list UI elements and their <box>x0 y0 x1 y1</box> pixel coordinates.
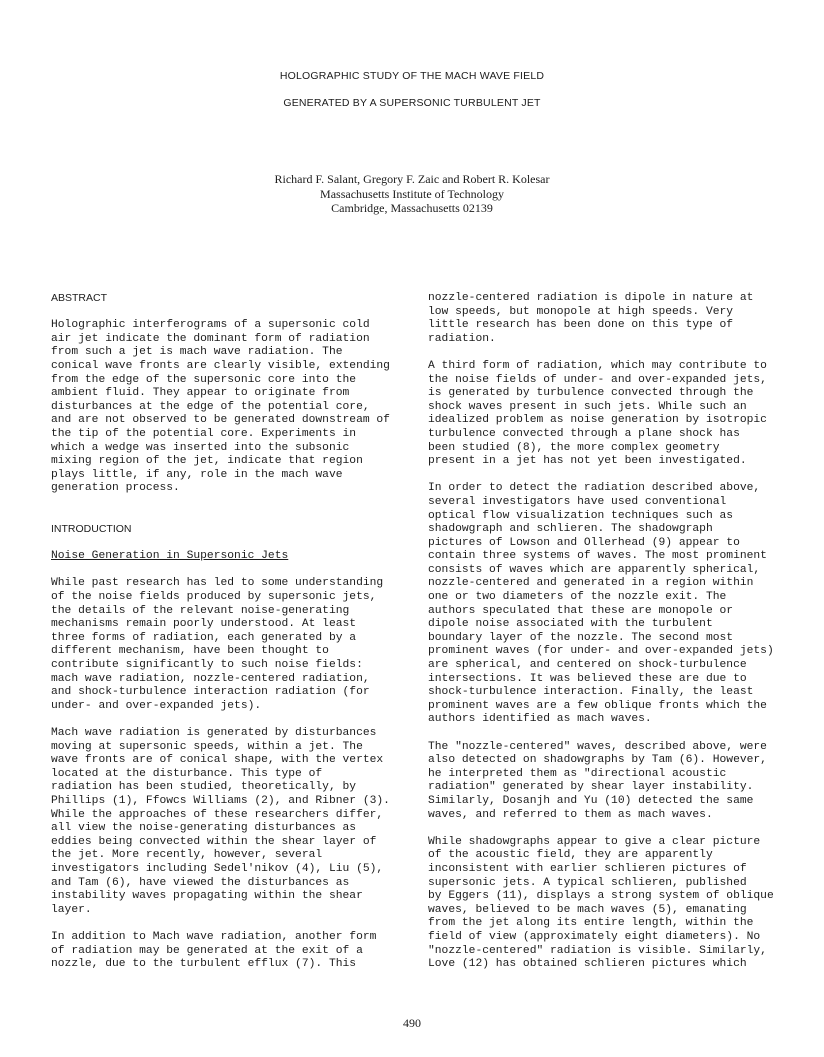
right-column <box>428 292 776 972</box>
abstract-text: Holographic interferograms of a supersonic cold air jet indicate the dominant form of radiation from such a jet is mach wave radiation. The conical wave fronts are clearly visible, extending from the edge of the supersonic core into the ambient fluid. They appear to originate from disturbances at the edge of the potential core, and are not observed to be generated downstream of the tip of the potential core. Experiments in which a wedge was inserted into the subsonic mixing region of the jet, indicate that region plays little, if any, role in the mach wave generation process. <box>51 319 390 495</box>
left-column <box>51 292 399 972</box>
page-number: 490 <box>403 1016 421 1030</box>
section-subheading <box>51 550 399 564</box>
intro-paragraph-1: While past research has led to some understanding of the noise fields produced by supersonic jets, the details of the relevant noise-generating mechanisms remain poorly understood. At least three forms of radiation, each generated by a different mechanism, have been thought to contribute significantly to such noise fields: mach wave radiation, nozzle-centered radiation, and shock-turbulence interaction radiation (for under- and over-expanded jets). <box>51 577 384 712</box>
author-block <box>0 172 824 216</box>
intro-paragraph-8: While shadowgraphs appear to give a clear picture of the acoustic field, they are apparently inconsistent with earlier schlieren pictures of supersonic jets. A typical schlieren, published by Eggers (11), displays a strong system of oblique waves, believed to be mach waves (5), emanating from the jet along its entire length, within the field of view (approximately eight diameters). No "nozzle-centered" radiation is visible. Similarly, Love (12) has obtained schlieren pictures which <box>428 835 774 971</box>
abstract-heading: ABSTRACT <box>51 292 108 304</box>
intro-paragraph-5: A third form of radiation, which may contribute to the noise fields of under- and over-expanded jets, is generated by turbulence convected through the shock waves present in such jets. While such an idealized problem as noise generation by isotropic turbulence convected through a plane shock has been studied (8), the more complex geometry present in a jet has not yet been investigated. <box>428 359 767 468</box>
intro-paragraph-7: The "nozzle-centered" waves, described above, were also detected on shadowgraphs by Tam (6). However, he interpreted them as "directional acoustic radiation" generated by shear layer instability. Similarly, Dosanjh and Yu (10) detected the same waves, and referred to them as mach waves. <box>428 740 767 821</box>
author-location: Cambridge, Massachusetts 02139 <box>331 201 493 215</box>
subheading-text: Noise Generation in Supersonic Jets <box>51 550 289 563</box>
paper-title-line-1: HOLOGRAPHIC STUDY OF THE MACH WAVE FIELD <box>279 70 545 82</box>
author-institution: Massachusetts Institute of Technology <box>320 186 504 201</box>
intro-paragraph-6: In order to detect the radiation described above, several investigators have used conventional optical flow visualization techniques such as shadowgraph and schlieren. The shadowgraph pictures of Lowson and Ollerhead (9) appear to contain three systems of waves. The most prominent consists of waves which are apparently spherical, nozzle-centered and generated in a region within one or two diameters of the nozzle exit. The authors speculated that these are monopole or dipole noise associated with the turbulent boundary layer of the nozzle. The second most prominent waves (for under- and over-expanded jets) are spherical, and centered on shock-turbulence intersections. It was believed these are due to shock-turbulence interaction. Finally, the least prominent waves are a few oblique fronts which the authors identified as mach waves. <box>428 482 774 726</box>
author-names: Richard F. Salant, Gregory F. Zaic and Robert R. Kolesar <box>274 172 550 186</box>
introduction-heading: INTRODUCTION <box>51 523 132 536</box>
paper-title-line-2: GENERATED BY A SUPERSONIC TURBULENT JET <box>283 97 541 109</box>
intro-paragraph-4: nozzle-centered radiation is dipole in nature at low speeds, but monopole at high speeds. Very little research has been done on this type of radiation. <box>428 292 754 345</box>
intro-paragraph-2: Mach wave radiation is generated by disturbances moving at supersonic speeds, within a jet. The wave fronts are of conical shape, with the vertex located at the disturbance. This type of radiation has been studied, theoretically, by Phillips (1), Ffowcs Williams (2), and Ribner (3). While the approaches of these researchers differ, all view the noise-generating disturbances as eddies being convected within the shear layer of the jet. More recently, however, several investigators including Sedel'nikov (4), Liu (5), and Tam (6), have viewed the disturbances as instability waves propagating within the shear layer. <box>51 727 390 916</box>
intro-paragraph-3: In addition to Mach wave radiation, another form of radiation may be generated at the exit of a nozzle, due to the turbulent efflux (7). This <box>51 930 377 971</box>
